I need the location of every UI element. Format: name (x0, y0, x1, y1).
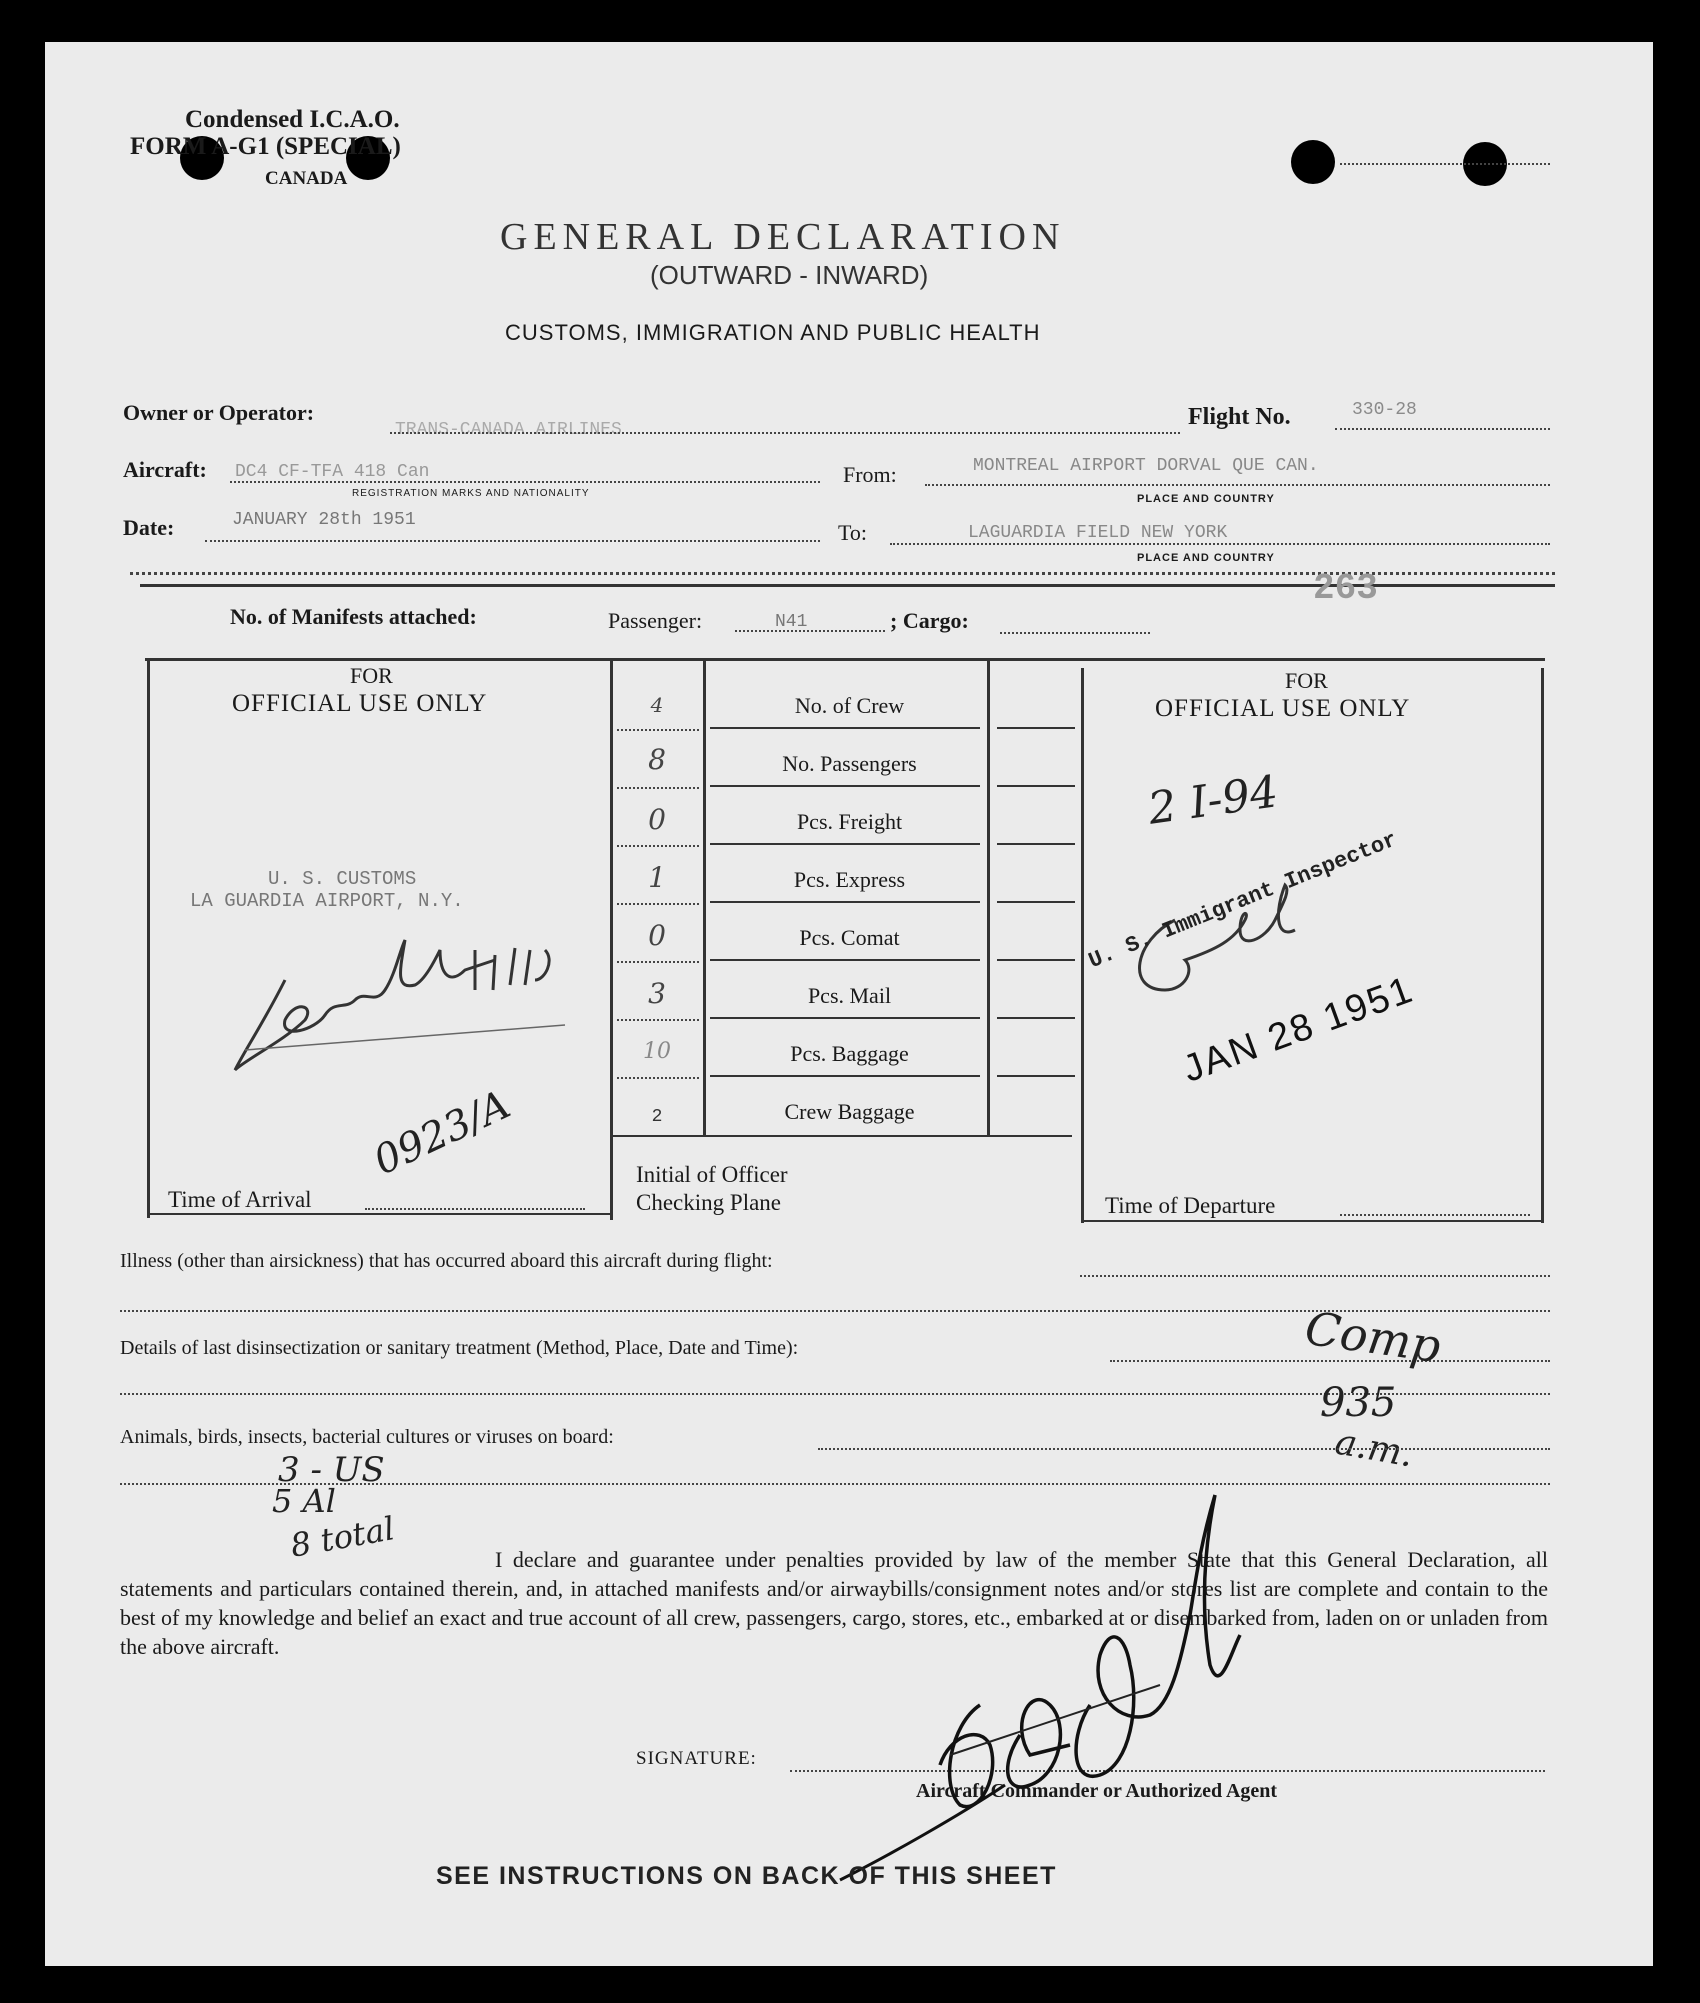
count-line (710, 727, 980, 729)
signature-caption: Aircraft Commander or Authorized Agent (916, 1780, 1278, 1802)
count-line (710, 843, 980, 845)
count-line (997, 843, 1075, 845)
handwritten-comp: Comp (1301, 1300, 1445, 1374)
table-top-border (145, 658, 1545, 661)
immigration-stamp-date: JAN 28 1951 (1177, 968, 1420, 1091)
count-label: Crew Baggage (784, 1099, 915, 1124)
handwritten-us-count: 3 - US (278, 1450, 385, 1490)
count-value[interactable]: 0 (648, 919, 666, 952)
disinsectization-label: Details of last disinsectization or sanitary treatment (Method, Place, Date and Time): (120, 1337, 799, 1359)
count-label: Pcs. Comat (799, 925, 900, 950)
from-line (925, 484, 1550, 486)
count-line (710, 785, 980, 787)
count-row (612, 685, 992, 743)
count-line (617, 961, 699, 963)
aircraft-label: Aircraft: (123, 457, 207, 482)
owner-value: TRANS-CANADA AIRLINES (395, 420, 622, 440)
immigration-stamp-inspector: U. S. Immigrant Inspector (1085, 827, 1401, 975)
customs-stamp-line2: LA GUARDIA AIRPORT, N.Y. (190, 890, 464, 912)
customs-signature (225, 930, 615, 1090)
official-right-for: FOR (1285, 668, 1328, 693)
officer-initial-label: Initial of Officer (636, 1162, 788, 1187)
official-left-heading: OFFICIAL USE ONLY (232, 690, 488, 717)
count-value[interactable]: 0 (648, 803, 666, 836)
time-of-departure-label: Time of Departure (1105, 1193, 1276, 1218)
count-row (612, 743, 992, 801)
cargo-label: ; Cargo: (890, 608, 969, 633)
count-value[interactable]: 8 (648, 743, 666, 776)
table-left-bottom (147, 1213, 612, 1215)
count-line (710, 1017, 980, 1019)
cargo-line (1000, 632, 1150, 634)
count-value[interactable]: 4 (650, 693, 664, 717)
to-label: To: (838, 520, 868, 545)
owner-label: Owner or Operator: (123, 400, 315, 425)
animals-line (818, 1448, 1550, 1450)
count-line (997, 1017, 1075, 1019)
direction-label: (OUTWARD - INWARD) (650, 260, 929, 290)
count-value[interactable]: 10 (643, 1039, 671, 1064)
table-right-bottom (1082, 1220, 1544, 1222)
arrival-line (365, 1208, 585, 1210)
count-line (710, 959, 980, 961)
handwritten-am: a.m. (1332, 1421, 1417, 1476)
animals-label: Animals, birds, insects, bacterial cultures or viruses on board: (120, 1426, 614, 1448)
commander-signature (830, 1485, 1260, 1885)
customs-stamp-line1: U. S. CUSTOMS (268, 868, 417, 890)
signature-label: SIGNATURE: (636, 1748, 757, 1769)
count-row (612, 1091, 992, 1149)
passenger-line (735, 630, 885, 632)
count-value[interactable]: 2 (651, 1107, 663, 1127)
count-line (997, 727, 1075, 729)
to-caption: PLACE AND COUNTRY (1137, 552, 1275, 564)
handwritten-form-code: 2 I-94 (1145, 766, 1282, 835)
handwritten-arrival-time: 0923/A (367, 1081, 518, 1185)
aircraft-line (230, 481, 820, 483)
table-col-right (1081, 668, 1084, 1223)
count-row (612, 801, 992, 859)
punch-hole (1291, 140, 1335, 184)
officer-checking-label: Checking Plane (636, 1190, 781, 1215)
flight-label: Flight No. (1188, 404, 1291, 430)
table-right-border (1541, 668, 1544, 1223)
count-line (617, 1077, 699, 1079)
aircraft-caption: REGISTRATION MARKS AND NATIONALITY (352, 488, 590, 499)
disinsectization-line (1110, 1360, 1550, 1362)
footer-instructions: SEE INSTRUCTIONS ON BACK OF THIS SHEET (436, 1862, 1057, 1890)
passenger-value: N41 (775, 612, 808, 632)
count-value[interactable]: 3 (648, 977, 666, 1010)
count-row (612, 917, 992, 975)
illness-label: Illness (other than airsickness) that has occurred aboard this aircraft during flight: (120, 1250, 773, 1272)
count-line (710, 1075, 980, 1077)
count-line (997, 1075, 1075, 1077)
passenger-label: Passenger: (608, 608, 703, 633)
reference-number: 263 (1313, 568, 1378, 609)
from-value: MONTREAL AIRPORT DORVAL QUE CAN. (973, 456, 1319, 476)
document-subtitle: CUSTOMS, IMMIGRATION AND PUBLIC HEALTH (505, 320, 1041, 345)
official-right-heading: OFFICIAL USE ONLY (1155, 695, 1411, 722)
manifests-label: No. of Manifests attached: (230, 604, 477, 629)
time-of-arrival-label: Time of Arrival (168, 1187, 312, 1212)
count-row (612, 1033, 992, 1091)
count-label: No. of Crew (794, 693, 905, 718)
illness-line (1080, 1275, 1550, 1277)
departure-line (1340, 1214, 1530, 1216)
to-value: LAGUARDIA FIELD NEW YORK (968, 523, 1228, 543)
count-value[interactable]: 1 (648, 861, 666, 894)
form-id-line2: FORM A-G1 (SPECIAL) (130, 133, 401, 160)
flight-line (1335, 428, 1550, 430)
from-label: From: (843, 462, 897, 487)
date-label: Date: (123, 515, 175, 540)
count-line (997, 785, 1075, 787)
document-title: GENERAL DECLARATION (500, 216, 1066, 258)
count-line (617, 787, 699, 789)
form-id-line3: CANADA (265, 168, 348, 189)
table-left-border (147, 658, 150, 1218)
count-label: No. Passengers (782, 751, 917, 776)
form-id-line1: Condensed I.C.A.O. (185, 106, 400, 133)
handwritten-al-count: 5 Al (272, 1482, 336, 1520)
count-row (612, 859, 992, 917)
date-value: JANUARY 28th 1951 (232, 510, 416, 530)
count-line (997, 959, 1075, 961)
count-label: Pcs. Express (793, 867, 906, 892)
flight-value: 330-28 (1352, 400, 1417, 420)
owner-line (390, 432, 1180, 434)
handwritten-time-935: 935 (1320, 1380, 1397, 1426)
to-line (890, 543, 1550, 545)
count-label: Pcs. Mail (807, 983, 892, 1008)
official-left-for: FOR (350, 663, 393, 688)
count-line (617, 1019, 699, 1021)
from-caption: PLACE AND COUNTRY (1137, 493, 1275, 505)
count-line (617, 729, 699, 731)
count-line (617, 845, 699, 847)
count-row (612, 975, 992, 1033)
count-label: Pcs. Baggage (790, 1041, 909, 1066)
date-line (205, 540, 820, 542)
count-label: Pcs. Freight (796, 809, 903, 834)
count-line (997, 901, 1075, 903)
declaration-text: I declare and guarantee under penalties provided by law of the member State that this General Declaration, all statements and particulars contained therein, and, in attached manifests and/or airwaybills/consignment notes and/or stores list are complete and contain to the best of my knowledge and belief an exact and true account of all crew, passengers, cargo, stores, etc., embarked at or disembarked from, laden on or unladen from the above aircraft. (120, 1547, 1548, 1659)
aircraft-value: DC4 CF-TFA 418 Can (235, 462, 430, 482)
handwritten-total: 8 total (287, 1509, 398, 1565)
count-line (710, 901, 980, 903)
count-line (617, 903, 699, 905)
top-dotted-line (1340, 163, 1550, 165)
